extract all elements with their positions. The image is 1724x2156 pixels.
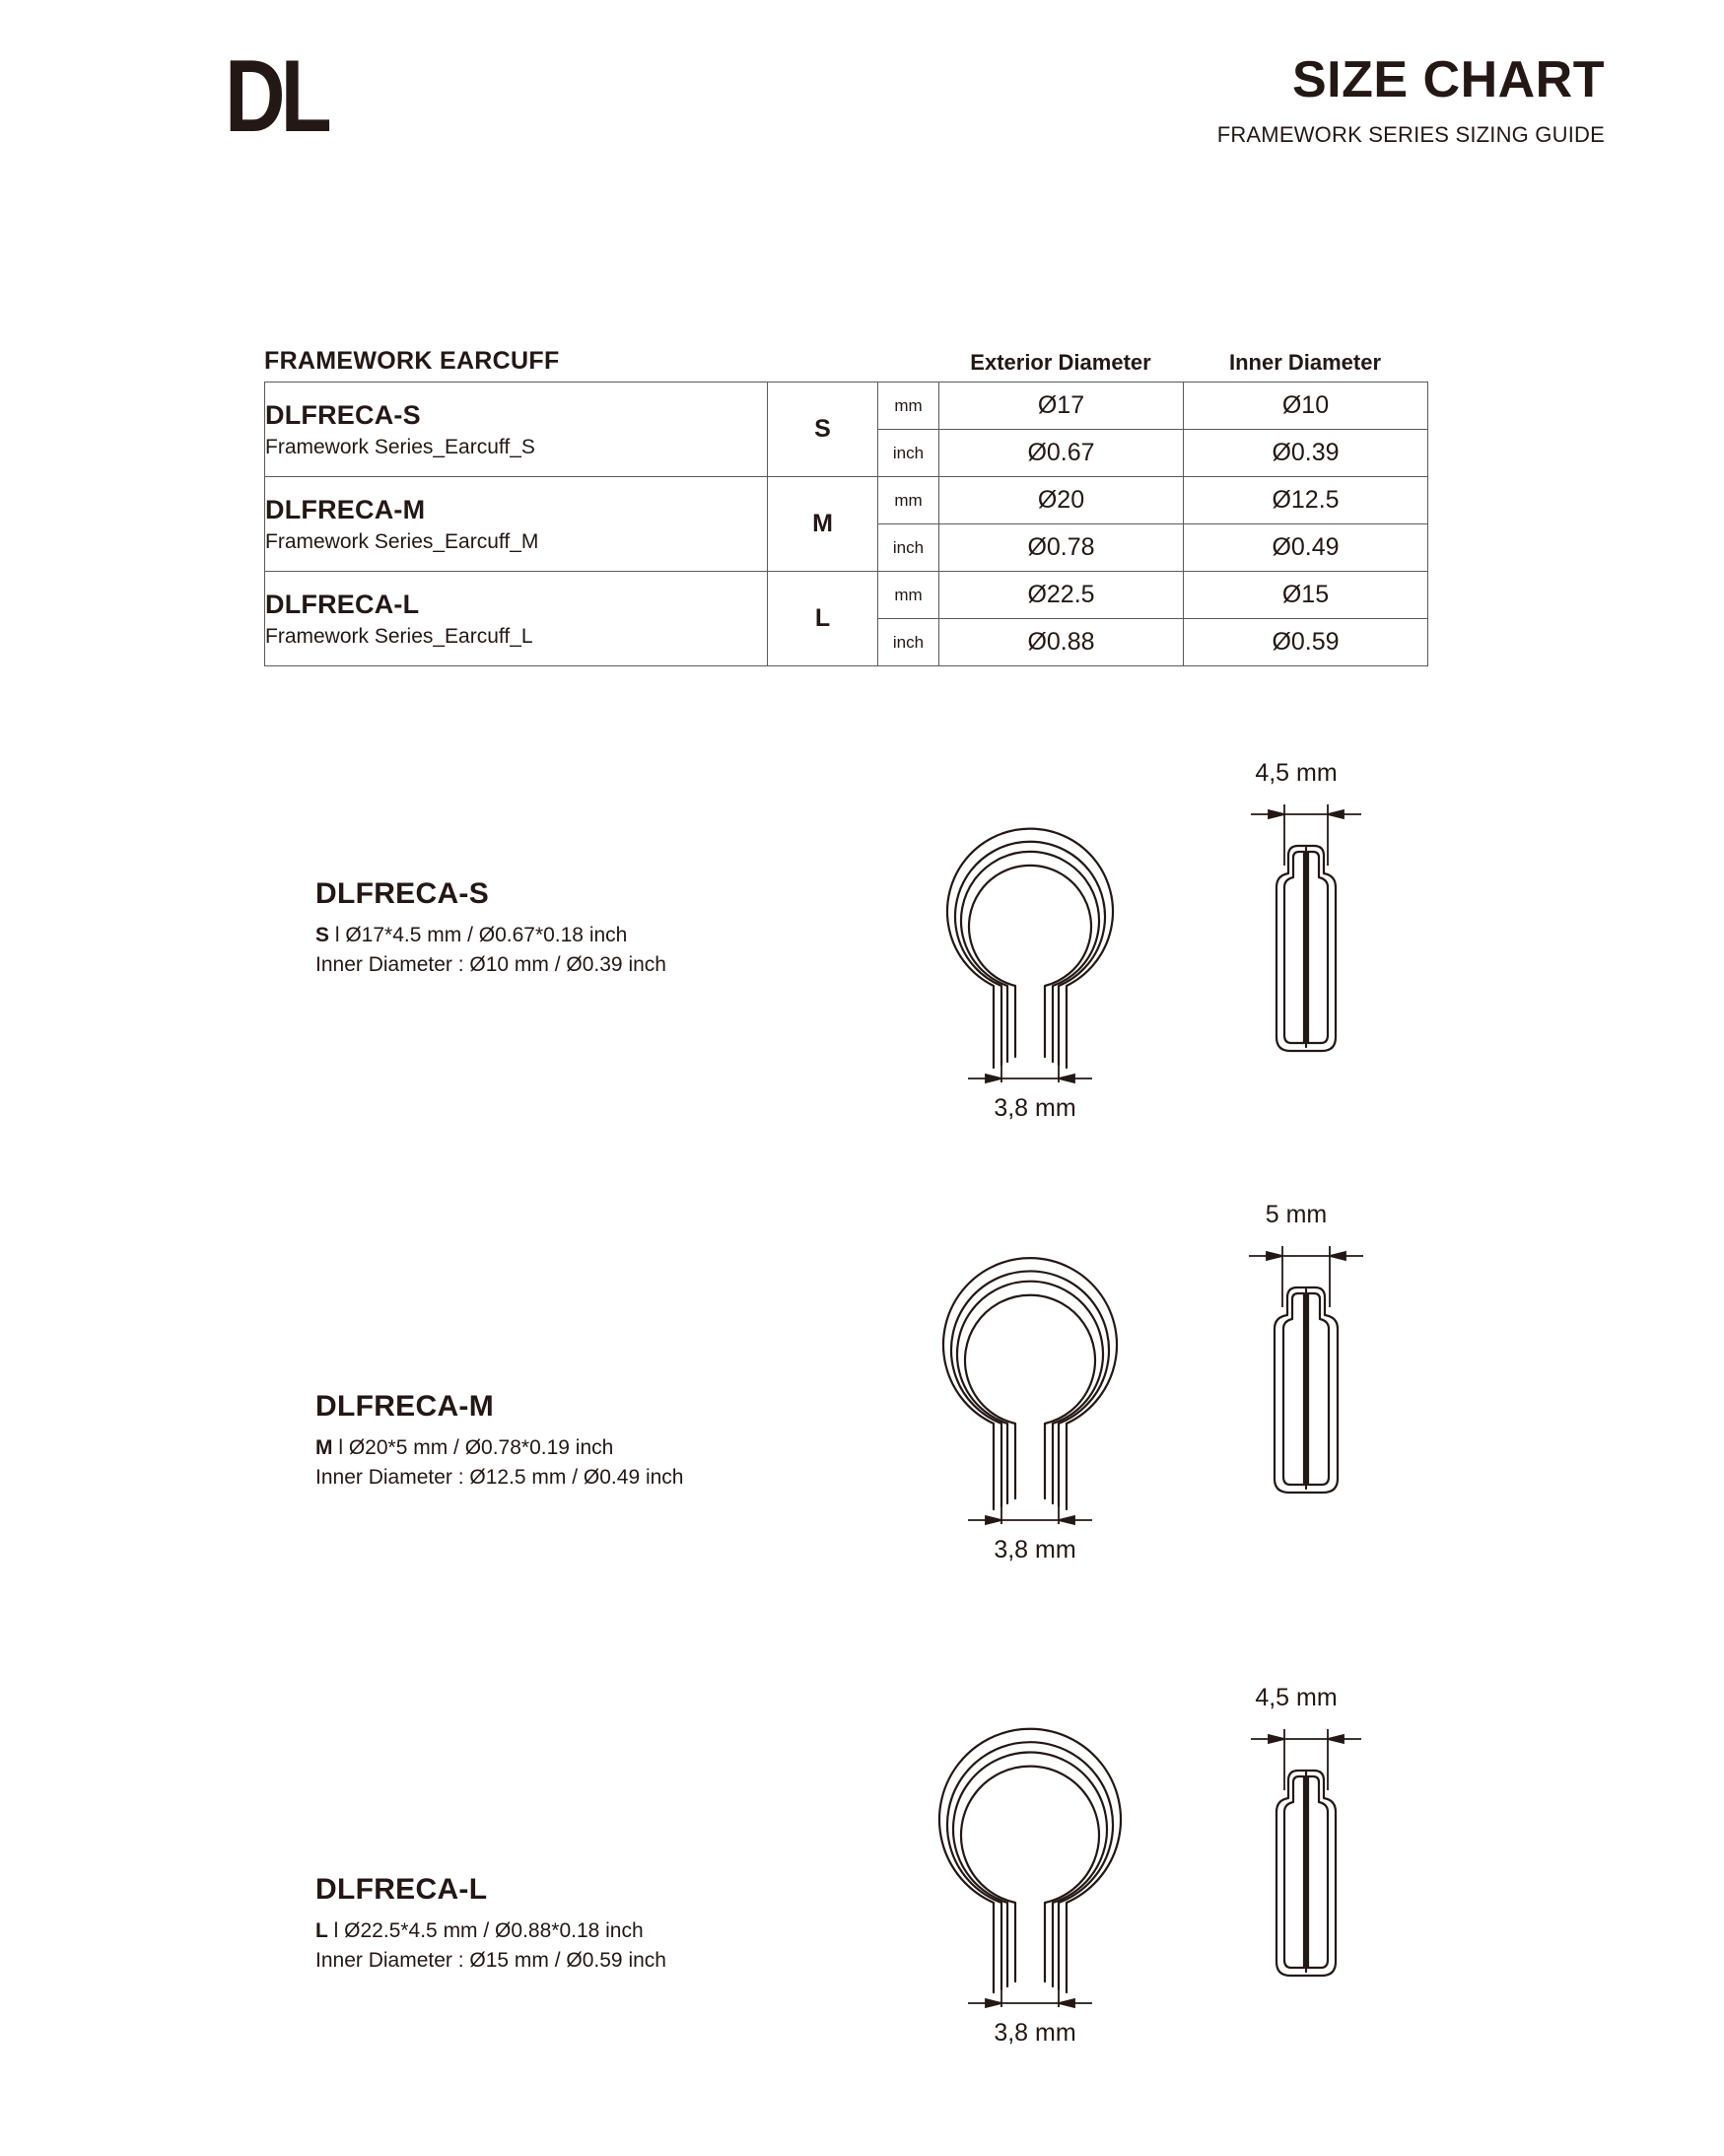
dimension-label-thickness: 4,5 mm bbox=[1255, 759, 1338, 787]
section-spec-text: l Ø17*4.5 mm / Ø0.67*0.18 inch bbox=[329, 924, 628, 946]
table-row bbox=[265, 572, 1428, 619]
gap-dimension-arrow-m bbox=[917, 1498, 1143, 1538]
earcuff-side-svg bbox=[1237, 1230, 1395, 1536]
earcuff-side-view-s bbox=[1237, 759, 1395, 1099]
gap-dimension-arrow-s bbox=[917, 1057, 1143, 1096]
section-spec-line bbox=[315, 1916, 666, 1946]
earcuff-front-view-s bbox=[917, 789, 1143, 1122]
section-inner-line: Inner Diameter : Ø15 mm / Ø0.59 inch bbox=[315, 1949, 666, 1972]
cell-exterior-mm: Ø20 bbox=[939, 477, 1184, 524]
product-description: Framework Series_Earcuff_M bbox=[265, 529, 539, 553]
product-code: DLFRECA-M bbox=[265, 494, 426, 524]
dimension-label-gap-width: 3,8 mm bbox=[994, 2019, 1076, 2047]
cell-exterior-inch: Ø0.88 bbox=[939, 619, 1184, 666]
cell-size-letter: L bbox=[768, 572, 878, 666]
table-row bbox=[265, 383, 1428, 430]
cell-unit-inch: inch bbox=[878, 619, 939, 666]
cell-product-name bbox=[265, 572, 768, 666]
cell-inner-mm: Ø15 bbox=[1184, 572, 1428, 619]
cell-unit-mm: mm bbox=[878, 572, 939, 619]
section-product-code: DLFRECA-S bbox=[315, 877, 490, 910]
column-header-inner: Inner Diameter bbox=[1228, 350, 1382, 375]
earcuff-front-svg bbox=[917, 1713, 1143, 2019]
column-header-exterior: Exterior Diameter bbox=[970, 350, 1151, 375]
section-size-letter: L bbox=[315, 1919, 328, 1942]
dimension-label-gap-width: 3,8 mm bbox=[994, 1536, 1076, 1564]
section-spec-text: l Ø22.5*4.5 mm / Ø0.88*0.18 inch bbox=[327, 1919, 644, 1942]
product-code: DLFRECA-S bbox=[265, 399, 421, 430]
product-section-l bbox=[0, 1684, 1724, 2088]
cell-product-name bbox=[265, 477, 768, 572]
earcuff-front-view-l bbox=[917, 1713, 1143, 2047]
cell-inner-inch: Ø0.59 bbox=[1184, 619, 1428, 666]
cell-size-letter: S bbox=[768, 383, 878, 477]
earcuff-side-svg bbox=[1237, 789, 1395, 1094]
cell-inner-inch: Ø0.39 bbox=[1184, 430, 1428, 477]
gap-dimension-arrow-l bbox=[917, 1982, 1143, 2021]
cell-inner-inch: Ø0.49 bbox=[1184, 524, 1428, 572]
section-size-letter: S bbox=[315, 924, 330, 946]
page-title: SIZE CHART bbox=[1292, 51, 1605, 108]
product-description: Framework Series_Earcuff_L bbox=[265, 624, 533, 648]
product-section-m bbox=[0, 1201, 1724, 1605]
earcuff-front-view-m bbox=[917, 1230, 1143, 1564]
cell-unit-mm: mm bbox=[878, 477, 939, 524]
earcuff-front-svg bbox=[917, 789, 1143, 1094]
cell-size-letter: M bbox=[768, 477, 878, 572]
earcuff-front-svg bbox=[917, 1230, 1143, 1536]
section-spec-text: l Ø20*5 mm / Ø0.78*0.19 inch bbox=[332, 1436, 614, 1459]
section-inner-line: Inner Diameter : Ø10 mm / Ø0.39 inch bbox=[315, 953, 666, 976]
product-section-s bbox=[0, 759, 1724, 1163]
section-spec-line bbox=[315, 1433, 684, 1463]
size-table bbox=[264, 382, 1428, 666]
product-code: DLFRECA-L bbox=[265, 589, 420, 619]
size-table-wrapper bbox=[264, 330, 1427, 666]
dimension-label-gap-width: 3,8 mm bbox=[994, 1094, 1076, 1122]
cell-product-name bbox=[265, 383, 768, 477]
brand-logo: DL bbox=[225, 39, 327, 154]
section-size-letter: M bbox=[315, 1436, 333, 1459]
section-product-code: DLFRECA-L bbox=[315, 1873, 488, 1906]
earcuff-side-svg bbox=[1237, 1713, 1395, 2019]
cell-inner-mm: Ø10 bbox=[1184, 383, 1428, 430]
table-column-headers bbox=[264, 330, 1427, 382]
section-inner-line: Inner Diameter : Ø12.5 mm / Ø0.49 inch bbox=[315, 1466, 684, 1489]
section-text-l bbox=[315, 1871, 666, 1976]
dimension-label-thickness: 5 mm bbox=[1265, 1201, 1328, 1228]
title-block bbox=[1217, 51, 1605, 148]
cell-inner-mm: Ø12.5 bbox=[1184, 477, 1428, 524]
cell-exterior-mm: Ø17 bbox=[939, 383, 1184, 430]
cell-unit-inch: inch bbox=[878, 430, 939, 477]
product-description: Framework Series_Earcuff_S bbox=[265, 435, 535, 458]
table-title: FRAMEWORK EARCUFF bbox=[264, 347, 560, 375]
cell-exterior-inch: Ø0.67 bbox=[939, 430, 1184, 477]
table-row bbox=[265, 477, 1428, 524]
earcuff-side-view-m bbox=[1237, 1201, 1395, 1541]
cell-unit-inch: inch bbox=[878, 524, 939, 572]
page-subtitle: FRAMEWORK SERIES SIZING GUIDE bbox=[1216, 122, 1605, 147]
earcuff-side-view-l bbox=[1237, 1684, 1395, 2024]
section-text-s bbox=[315, 875, 666, 980]
cell-exterior-inch: Ø0.78 bbox=[939, 524, 1184, 572]
section-spec-line bbox=[315, 921, 666, 950]
cell-exterior-mm: Ø22.5 bbox=[939, 572, 1184, 619]
section-product-code: DLFRECA-M bbox=[315, 1390, 495, 1423]
cell-unit-mm: mm bbox=[878, 383, 939, 430]
section-text-m bbox=[315, 1388, 684, 1493]
dimension-label-thickness: 4,5 mm bbox=[1255, 1684, 1338, 1711]
page-header bbox=[0, 0, 1724, 197]
